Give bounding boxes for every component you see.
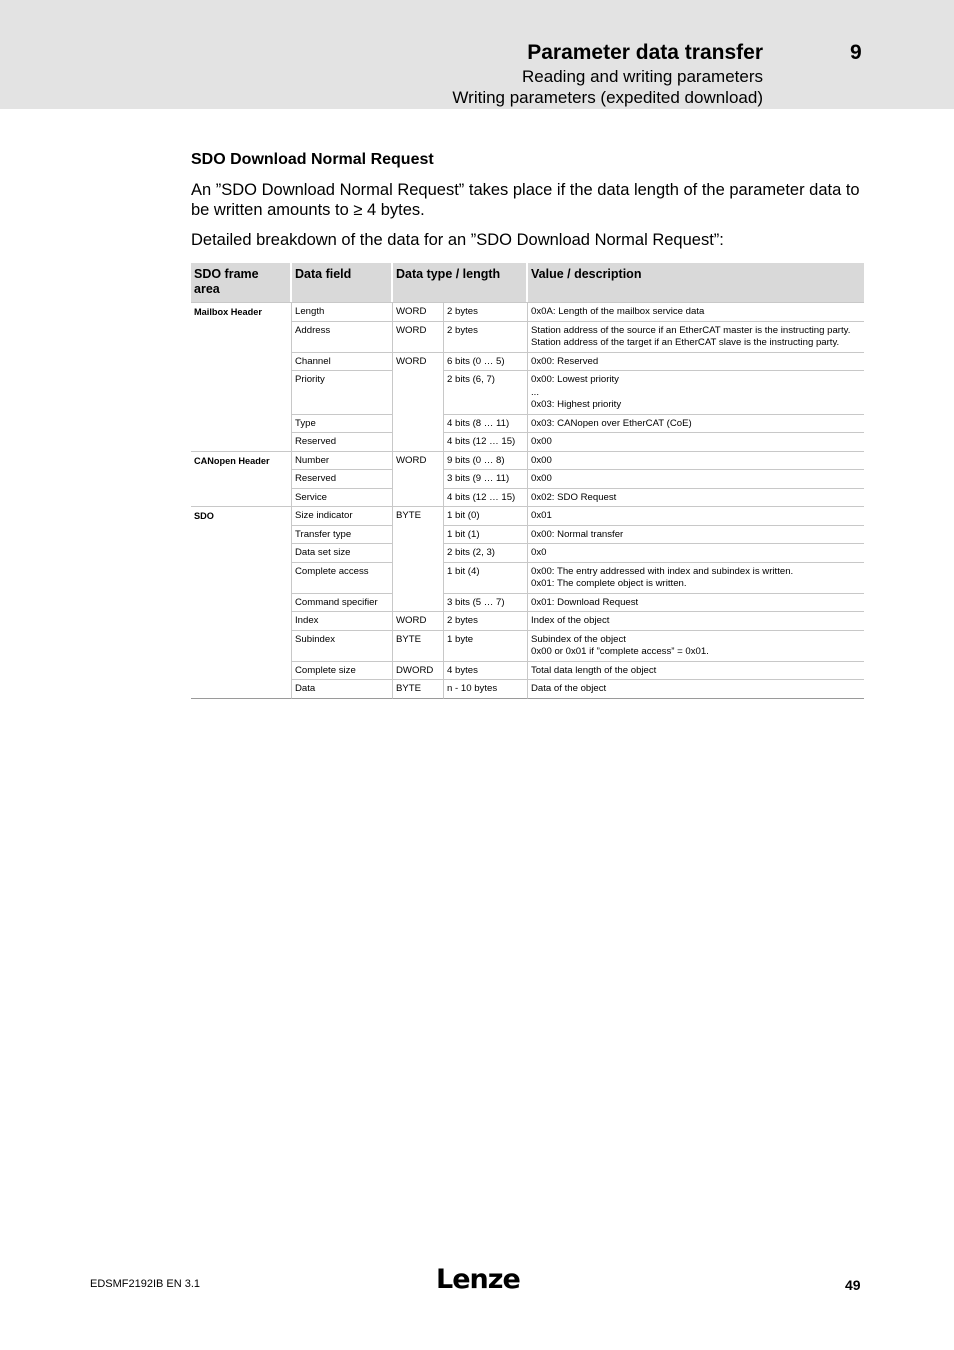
data-length-cell: 2 bits (6, 7) [444, 371, 528, 415]
data-length-cell: 2 bits (2, 3) [444, 544, 528, 563]
value-line: Station address of the source if an EtherCAT master is the instructing party. [531, 324, 851, 336]
value-line: 0x01 [531, 510, 552, 521]
frame-area-cell: CANopen Header [191, 452, 292, 508]
value-line: 0x02: SDO Request [531, 491, 617, 503]
data-field-cell: Complete size [292, 662, 393, 681]
data-length-cell: 1 bit (0) [444, 507, 528, 526]
data-type-cell: BYTE [393, 680, 444, 699]
value-line: 0x00 [531, 436, 552, 447]
data-field-cell: Priority [292, 371, 393, 415]
value-description-cell [528, 526, 864, 545]
table-row [191, 489, 864, 508]
page-number: 49 [845, 1277, 861, 1293]
data-field-cell: Transfer type [292, 526, 393, 545]
table-header-row [191, 263, 864, 302]
data-field-cell: Type [292, 415, 393, 434]
value-description-cell [528, 302, 864, 322]
section-subtitle: Reading and writing parameters [522, 67, 763, 86]
data-length-cell: 1 byte [444, 631, 528, 662]
data-type-cell: WORD [393, 353, 444, 452]
col-header-value: Value / description [528, 263, 864, 302]
lenze-logo: Lenze [436, 1264, 520, 1295]
data-field-cell: Number [292, 452, 393, 471]
col-header-field: Data field [292, 263, 393, 302]
col-header-area: SDO frame area [191, 263, 292, 302]
col-header-type: Data type / length [393, 263, 528, 302]
value-description-cell [528, 452, 864, 471]
value-description-cell [528, 489, 864, 508]
value-line: 0x00 or 0x01 if ”complete access” = 0x01. [531, 646, 709, 657]
table-row [191, 612, 864, 631]
value-line: 0x03: Highest priority [531, 399, 622, 410]
data-length-cell: 2 bytes [444, 612, 528, 631]
table-row [191, 594, 864, 613]
table-row [191, 452, 864, 471]
value-line: 0x0 [531, 547, 547, 558]
data-length-cell: 1 bit (4) [444, 563, 528, 594]
data-length-cell: 3 bits (9 … 11) [444, 470, 528, 489]
value-description-cell [528, 415, 864, 434]
value-description-cell [528, 563, 864, 594]
data-type-cell: BYTE [393, 507, 444, 612]
data-field-cell: Reserved [292, 470, 393, 489]
table-row [191, 433, 864, 452]
data-field-cell: Subindex [292, 631, 393, 662]
data-length-cell: n - 10 bytes [444, 680, 528, 699]
value-line: 0x0A: Length of the mailbox service data [531, 306, 705, 317]
value-line: Index of the object [531, 615, 610, 626]
table-row [191, 680, 864, 699]
value-description-cell [528, 594, 864, 613]
sdo-frame-table [191, 263, 864, 699]
data-type-cell: WORD [393, 612, 444, 631]
data-field-cell: Size indicator [292, 507, 393, 526]
data-length-cell: 4 bits (12 … 15) [444, 489, 528, 508]
table-row [191, 470, 864, 489]
value-line: Total data length of the object [531, 664, 657, 676]
data-field-cell: Reserved [292, 433, 393, 452]
data-field-cell: Data set size [292, 544, 393, 563]
data-type-cell: WORD [393, 302, 444, 322]
value-description-cell [528, 470, 864, 489]
value-line: ... [531, 386, 539, 398]
data-length-cell: 4 bits (12 … 15) [444, 433, 528, 452]
value-line: 0x00: The entry addressed with index and subindex is written. [531, 565, 794, 577]
value-description-cell [528, 433, 864, 452]
chapter-number: 9 [850, 41, 862, 64]
value-description-cell [528, 631, 864, 662]
table-body [191, 302, 864, 699]
value-line: 0x00: Normal transfer [531, 528, 624, 540]
section-heading: SDO Download Normal Request [191, 151, 434, 168]
value-description-cell [528, 680, 864, 699]
frame-area-cell: SDO [191, 507, 292, 699]
data-type-cell: WORD [393, 452, 444, 508]
subsection-subtitle: Writing parameters (expedited download) [452, 88, 763, 107]
value-description-cell [528, 612, 864, 631]
value-line: 0x03: CANopen over EtherCAT (CoE) [531, 417, 692, 429]
table-row [191, 662, 864, 681]
intro-paragraph: An ”SDO Download Normal Request” takes place if the data length of the parameter data to be written amounts to ≥ 4 bytes. [191, 181, 860, 219]
value-line: Station address of the target if an EtherCAT slave is the instructing party. [531, 337, 840, 348]
data-field-cell: Channel [292, 353, 393, 372]
data-type-cell: BYTE [393, 631, 444, 662]
table-row [191, 415, 864, 434]
data-type-cell: WORD [393, 322, 444, 353]
table-row [191, 353, 864, 372]
value-line: 0x01: Download Request [531, 596, 639, 608]
table-row [191, 563, 864, 594]
table-row [191, 371, 864, 415]
data-length-cell: 4 bits (8 … 11) [444, 415, 528, 434]
data-field-cell: Address [292, 322, 393, 353]
data-field-cell: Length [292, 302, 393, 322]
data-length-cell: 3 bits (5 … 7) [444, 594, 528, 613]
data-type-cell: DWORD [393, 662, 444, 681]
data-length-cell: 9 bits (0 … 8) [444, 452, 528, 471]
breakdown-paragraph: Detailed breakdown of the data for an ”SDO Download Normal Request”: [191, 231, 724, 249]
value-line: Subindex of the object [531, 633, 626, 645]
data-field-cell: Index [292, 612, 393, 631]
data-field-cell: Complete access [292, 563, 393, 594]
table-row [191, 631, 864, 662]
value-description-cell [528, 507, 864, 526]
data-field-cell: Service [292, 489, 393, 508]
data-length-cell: 1 bit (1) [444, 526, 528, 545]
table-row [191, 302, 864, 322]
value-line: Data of the object [531, 683, 607, 694]
value-description-cell [528, 662, 864, 681]
table-row [191, 526, 864, 545]
table-row [191, 507, 864, 526]
value-line: 0x00: Lowest priority [531, 374, 619, 385]
value-description-cell [528, 371, 864, 415]
data-field-cell: Command specifier [292, 594, 393, 613]
value-description-cell [528, 544, 864, 563]
value-description-cell [528, 322, 864, 353]
value-line: 0x00 [531, 454, 552, 466]
chapter-title: Parameter data transfer [527, 41, 763, 64]
value-line: 0x01: The complete object is written. [531, 578, 687, 589]
table-row [191, 544, 864, 563]
data-field-cell: Data [292, 680, 393, 699]
data-length-cell: 6 bits (0 … 5) [444, 353, 528, 372]
frame-area-cell: Mailbox Header [191, 302, 292, 452]
document-id: EDSMF2192IB EN 3.1 [90, 1278, 201, 1290]
data-length-cell: 4 bytes [444, 662, 528, 681]
value-description-cell [528, 353, 864, 372]
table-row [191, 322, 864, 353]
data-length-cell: 2 bytes [444, 302, 528, 322]
data-length-cell: 2 bytes [444, 322, 528, 353]
value-line: 0x00 [531, 473, 552, 484]
value-line: 0x00: Reserved [531, 355, 599, 367]
